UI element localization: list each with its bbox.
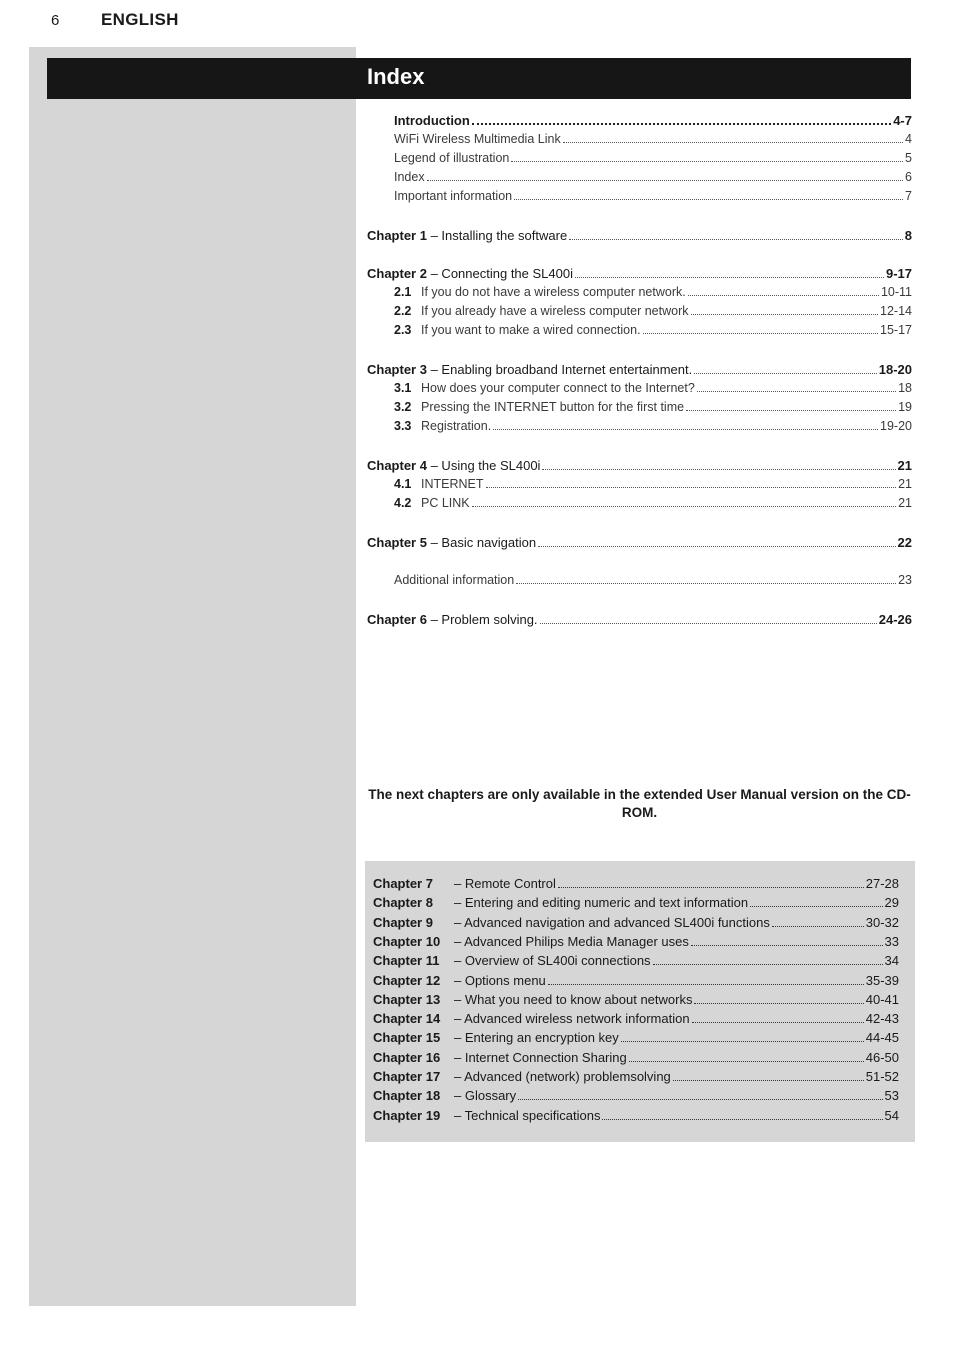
chapter-title: – Advanced Philips Media Manager uses (454, 933, 689, 949)
dot-leader (472, 505, 896, 507)
chapter-number: Chapter 1 (367, 228, 427, 243)
ext-chapter-row[interactable] (373, 953, 899, 972)
toc-page-ref: 40-41 (865, 991, 899, 1007)
chapter-title: – What you need to know about networks (454, 991, 693, 1007)
chapter-title: – Options menu (454, 972, 546, 988)
toc-entry-label: Additional information (394, 573, 515, 587)
dot-leader (621, 1040, 864, 1042)
toc-page-ref: 4 (905, 132, 912, 146)
toc-chapter-4[interactable] (367, 458, 912, 477)
toc-entry-label: Legend of illustration (394, 151, 510, 165)
ext-chapter-row[interactable] (373, 915, 899, 934)
chapter-number: Chapter 13 (373, 991, 441, 1007)
section-title: Registration. (421, 419, 492, 433)
toc-page-ref: 12-14 (880, 304, 912, 318)
dot-leader (569, 238, 903, 240)
toc-page-ref: 21 (898, 477, 912, 491)
chapter-number: Chapter 5 (367, 535, 427, 550)
dot-leader (558, 886, 864, 888)
toc-page-ref: 35-39 (865, 972, 899, 988)
toc-entry-label: Introduction (394, 113, 470, 128)
toc-page-ref: 18 (898, 381, 912, 395)
toc-section-3-2[interactable] (394, 400, 912, 419)
toc-section-2-3[interactable] (394, 323, 912, 342)
dot-leader (686, 409, 896, 411)
dot-leader (653, 963, 883, 965)
dot-leader (750, 905, 882, 907)
chapter-title: – Advanced wireless network information (454, 1011, 690, 1027)
ext-chapter-row[interactable] (373, 1050, 899, 1069)
chapter-number: Chapter 19 (373, 1107, 441, 1123)
chapter-number: Chapter 16 (373, 1049, 441, 1065)
dot-leader (427, 179, 903, 181)
toc-intro-item[interactable] (394, 132, 912, 151)
toc-section-3-1[interactable] (394, 381, 912, 400)
toc-additional-information[interactable] (394, 573, 912, 592)
dot-leader (548, 983, 864, 985)
toc-intro-row[interactable] (394, 113, 912, 132)
toc-page-ref: 21 (898, 496, 912, 510)
chapter-number: Chapter 12 (373, 972, 441, 988)
toc-section-3-3[interactable] (394, 419, 912, 438)
ext-chapter-row[interactable] (373, 973, 899, 992)
dot-leader (691, 313, 879, 315)
ext-chapter-row[interactable] (373, 1011, 899, 1030)
section-title: If you do not have a wireless computer network. (421, 285, 686, 299)
dot-leader (514, 198, 903, 200)
toc-page-ref: 6 (905, 170, 912, 184)
toc-entry-label: Important information (394, 189, 513, 203)
toc-section-4-1[interactable] (394, 477, 912, 496)
chapter-title: – Advanced navigation and advanced SL400i functions (454, 914, 770, 930)
toc-page-ref: 44-45 (865, 1030, 899, 1046)
toc-page-ref: 22 (897, 535, 912, 550)
dot-leader (486, 486, 897, 488)
toc-page-ref: 23 (898, 573, 912, 587)
toc-page-ref: 42-43 (865, 1011, 899, 1027)
dot-leader (643, 332, 878, 334)
chapter-number: Chapter 3 (367, 362, 427, 377)
ext-chapter-row[interactable] (373, 876, 899, 895)
page-number: 6 (51, 12, 60, 29)
chapter-title: – Basic navigation (430, 535, 537, 550)
ext-chapter-row[interactable] (373, 1108, 899, 1127)
dot-leader (692, 1021, 864, 1023)
section-number: 4.1 (394, 477, 412, 491)
toc-page-ref: 8 (904, 228, 912, 243)
dot-leader (472, 122, 891, 125)
toc-page-ref: 34 (884, 953, 899, 969)
left-margin-panel (29, 47, 356, 1306)
chapter-number: Chapter 7 (373, 876, 433, 891)
chapter-title: – Problem solving. (430, 612, 538, 627)
section-number: 3.1 (394, 381, 412, 395)
section-title: INTERNET (421, 477, 484, 491)
toc-page-ref: 30-32 (865, 914, 899, 930)
extended-manual-notice: The next chapters are only available in the extended User Manual version on the CD-ROM. (368, 787, 911, 820)
chapter-title: – Remote Control (454, 876, 556, 891)
toc-entry-label: WiFi Wireless Multimedia Link (394, 132, 561, 146)
chapter-title: – Entering an encryption key (454, 1030, 619, 1046)
ext-chapter-row[interactable] (373, 1069, 899, 1088)
toc-page-ref: 19 (898, 400, 912, 414)
ext-chapter-row[interactable] (373, 992, 899, 1011)
chapter-number: Chapter 18 (373, 1088, 441, 1104)
toc-page-ref: 9-17 (885, 266, 912, 281)
chapter-title: – Internet Connection Sharing (454, 1049, 627, 1065)
toc-page-ref: 19-20 (880, 419, 912, 433)
toc-section-2-1[interactable] (394, 285, 912, 304)
dot-leader (772, 925, 864, 927)
toc-intro-item[interactable] (394, 170, 912, 189)
ext-chapter-row[interactable] (373, 1088, 899, 1107)
dot-leader (563, 141, 903, 143)
toc-page-ref: 33 (884, 933, 899, 949)
section-number: 4.2 (394, 496, 412, 510)
chapter-title: – Enabling broadband Internet entertainment. (430, 362, 693, 377)
toc-section-4-2[interactable] (394, 496, 912, 515)
toc-page-ref: 27-28 (865, 876, 899, 891)
chapter-title: – Installing the software (430, 228, 568, 243)
dot-leader (518, 1098, 882, 1100)
dot-leader (691, 944, 883, 946)
chapter-title: – Overview of SL400i connections (454, 953, 651, 969)
toc-chapter-5[interactable] (367, 535, 912, 554)
dot-leader (629, 1060, 864, 1062)
section-number: 2.2 (394, 304, 412, 318)
chapter-title: – Entering and editing numeric and text information (454, 895, 749, 911)
dot-leader (540, 622, 877, 624)
dot-leader (538, 545, 895, 547)
chapter-number: Chapter 15 (373, 1030, 441, 1046)
toc-page-ref: 21 (897, 458, 912, 473)
chapter-number: Chapter 10 (373, 933, 441, 949)
toc-page-ref: 18-20 (878, 362, 912, 377)
toc-page-ref: 54 (884, 1107, 899, 1123)
chapter-number: Chapter 8 (373, 895, 433, 911)
dot-leader (511, 160, 903, 162)
toc-page-ref: 53 (884, 1088, 899, 1104)
dot-leader (602, 1118, 882, 1120)
toc-chapter-2[interactable] (367, 266, 912, 285)
dot-leader (688, 294, 879, 296)
chapter-number: Chapter 9 (373, 914, 433, 930)
section-title: Pressing the INTERNET button for the first time (421, 400, 685, 414)
ext-chapter-row[interactable] (373, 1030, 899, 1049)
toc-page-ref: 5 (905, 151, 912, 165)
toc-page-ref: 51-52 (865, 1069, 899, 1084)
ext-chapter-row[interactable] (373, 934, 899, 953)
chapter-number: Chapter 4 (367, 458, 427, 473)
toc-page-ref: 29 (884, 895, 899, 911)
chapter-number: Chapter 11 (373, 953, 440, 969)
dot-leader (542, 468, 895, 470)
toc-page-ref: 10-11 (880, 285, 912, 299)
section-number: 3.3 (394, 419, 412, 433)
chapter-title: – Glossary (454, 1088, 517, 1104)
chapter-number: Chapter 6 (367, 612, 427, 627)
toc-page-ref: 4-7 (893, 113, 912, 128)
section-number: 2.3 (394, 323, 412, 337)
ext-chapter-row[interactable] (373, 895, 899, 914)
toc-entry-label: Index (394, 170, 425, 184)
dot-leader (516, 582, 896, 584)
chapter-title: – Advanced (network) problemsolving (454, 1069, 671, 1084)
chapter-title: – Technical specifications (454, 1107, 601, 1123)
section-title: If you already have a wireless computer network (421, 304, 689, 318)
chapter-number: Chapter 14 (373, 1011, 441, 1027)
section-title: How does your computer connect to the Internet? (421, 381, 695, 395)
extended-chapters-box (365, 861, 915, 1142)
chapter-number: Chapter 17 (373, 1069, 441, 1084)
toc-chapter-3[interactable] (367, 362, 912, 381)
dot-leader (697, 390, 896, 392)
page-title: Index (367, 64, 425, 89)
toc-page-ref: 15-17 (880, 323, 912, 337)
section-title: PC LINK (421, 496, 470, 510)
section-title: If you want to make a wired connection. (421, 323, 641, 337)
section-number: 3.2 (394, 400, 412, 414)
dot-leader (694, 1002, 863, 1004)
toc-page-ref: 7 (905, 189, 912, 203)
toc-intro-item[interactable] (394, 189, 912, 208)
toc-intro-item[interactable] (394, 151, 912, 170)
chapter-title: – Using the SL400i (430, 458, 541, 473)
dot-leader (673, 1079, 864, 1081)
dot-leader (694, 372, 877, 374)
toc-page-ref: 24-26 (878, 612, 912, 627)
title-bar (47, 58, 911, 99)
dot-leader (575, 276, 884, 278)
chapter-number: Chapter 2 (367, 266, 427, 281)
language-heading: ENGLISH (101, 10, 179, 29)
toc-section-2-2[interactable] (394, 304, 912, 323)
toc-chapter-6[interactable] (367, 612, 912, 631)
dot-leader (493, 428, 878, 430)
toc-page-ref: 46-50 (865, 1049, 899, 1065)
section-number: 2.1 (394, 285, 412, 299)
toc-chapter-1[interactable] (367, 228, 912, 247)
chapter-title: – Connecting the SL400i (430, 266, 573, 281)
